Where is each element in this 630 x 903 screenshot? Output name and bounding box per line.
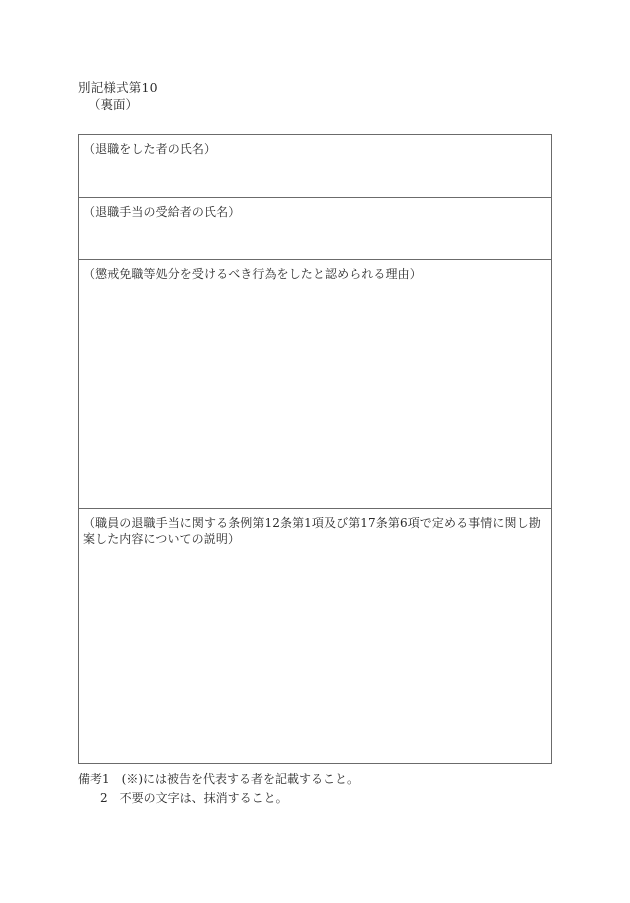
circumstances-explanation-label: （職員の退職手当に関する条例第12条第1項及び第17条第6項で定める事情に関し勘案した内容についての説明） xyxy=(83,516,541,546)
disciplinary-reason-field[interactable] xyxy=(79,284,551,508)
form-number-heading: 別記様式第10 xyxy=(78,80,158,95)
form-row-circumstances-explanation xyxy=(79,508,551,763)
form-row-retiree-name xyxy=(79,135,551,197)
circumstances-explanation-field[interactable] xyxy=(79,549,551,763)
recipient-name-label: （退職手当の受給者の氏名） xyxy=(83,205,241,219)
retiree-name-label: （退職をした者の氏名） xyxy=(83,142,217,156)
retiree-name-field[interactable] xyxy=(79,159,551,197)
remark-1: 備考1 (※)には被告を代表する者を記載すること。 xyxy=(78,772,360,786)
recipient-name-field[interactable] xyxy=(79,222,551,259)
remark-2: 2 不要の文字は、抹消すること。 xyxy=(100,791,288,805)
reverse-side-label: （裏面） xyxy=(88,97,139,112)
form-row-recipient-name xyxy=(79,197,551,259)
remarks-section xyxy=(78,770,359,808)
disciplinary-reason-label: （懲戒免職等処分を受けるべき行為をしたと認められる理由） xyxy=(83,267,422,281)
form-row-disciplinary-reason xyxy=(79,259,551,508)
form-table xyxy=(78,134,552,764)
